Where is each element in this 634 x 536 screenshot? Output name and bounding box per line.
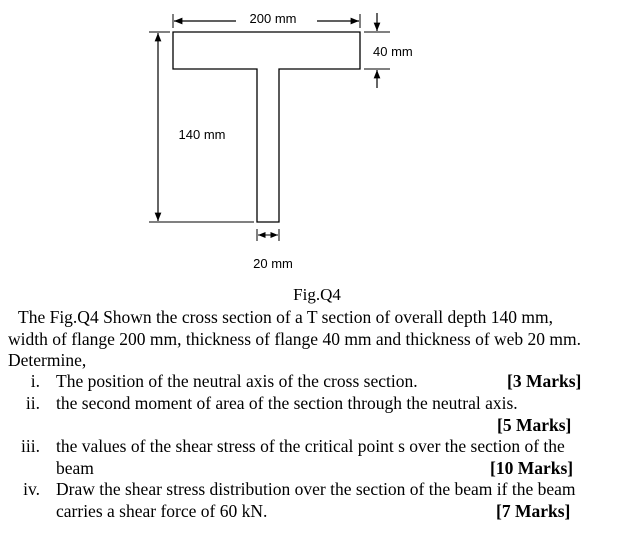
question-text-line-2: beam [56, 458, 94, 478]
marks-badge: [7 Marks] [496, 501, 571, 521]
question-number: i. [30, 371, 40, 391]
question-text-line-2: carries a shear force of 60 kN. [56, 501, 268, 521]
question-intro [8, 307, 630, 372]
figure-caption: Fig.Q4 [293, 285, 341, 304]
intro-line-1: The Fig.Q4 Shown the cross section of a T section of overall depth 140 mm, [18, 307, 553, 327]
marks-badge: [5 Marks] [497, 415, 572, 435]
question-number: ii. [25, 393, 40, 413]
flange-thickness-label: 40 mm [373, 44, 413, 59]
question-text-line-1: Draw the shear stress distribution over the section of the beam if the beam [56, 479, 576, 499]
question-text: the second moment of area of the section through the neutral axis. [56, 393, 518, 413]
intro-line-3: Determine, [8, 350, 87, 370]
flange-width-label: 200 mm [249, 11, 297, 26]
question-number: iv. [23, 479, 40, 499]
marks-badge: [10 Marks] [490, 458, 574, 478]
web-thickness-label: 20 mm [253, 256, 293, 271]
overall-depth-label: 140 mm [178, 127, 226, 142]
intro-line-2: width of flange 200 mm, thickness of flange 40 mm and thickness of web 20 mm. [8, 328, 582, 349]
question-text-line-1: the values of the shear stress of the critical point s over the section of the [56, 436, 565, 456]
question-text: The position of the neutral axis of the cross section. [56, 371, 418, 391]
question-number: iii. [21, 436, 40, 456]
marks-badge: [3 Marks] [507, 371, 582, 391]
